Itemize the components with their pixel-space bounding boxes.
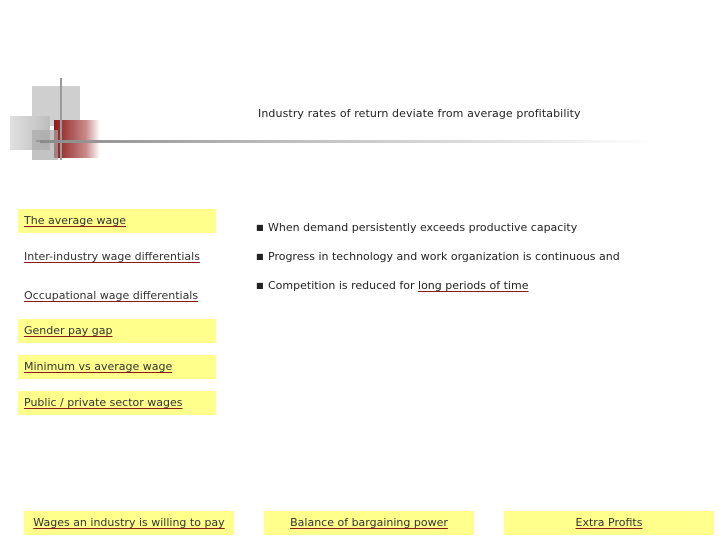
bullet-technology (256, 250, 620, 263)
bullet-marker: ■ (256, 281, 264, 290)
menu-inter-industry-wage-differentials[interactable]: Inter-industry wage differentials (24, 250, 200, 263)
corner-decoration (10, 78, 110, 163)
slide-title: Industry rates of return deviate from average profitability (258, 107, 581, 120)
menu-gender-pay-gap[interactable]: Gender pay gap (18, 319, 216, 343)
menu-average-wage[interactable]: The average wage (18, 209, 216, 233)
button-label: Extra Profits (575, 516, 643, 529)
extra-profits-button[interactable] (504, 511, 714, 535)
menu-minimum-vs-average-wage[interactable]: Minimum vs average wage (18, 355, 216, 379)
decor-vertical-line (60, 78, 62, 160)
wages-willing-to-pay-button[interactable] (24, 511, 234, 535)
menu-public-private-sector-wages[interactable]: Public / private sector wages (18, 391, 216, 415)
button-label: Wages an industry is willing to pay (33, 516, 225, 529)
decor-dark-square (32, 130, 58, 160)
bullet-demand (256, 221, 577, 234)
bullet-competition (256, 279, 528, 292)
title-divider (40, 140, 650, 143)
button-label: Balance of bargaining power (290, 516, 448, 529)
long-periods-link[interactable]: long periods of time (418, 279, 529, 292)
bullet-text: When demand persistently exceeds productive capacity (268, 221, 578, 234)
menu-occupational-wage-differentials[interactable]: Occupational wage differentials (24, 289, 199, 302)
bullet-text: Competition is reduced for (268, 279, 419, 292)
bullet-text: Progress in technology and work organization is continuous and (268, 250, 620, 263)
bullet-marker: ■ (256, 223, 264, 232)
bullet-marker: ■ (256, 252, 264, 261)
balance-bargaining-power-button[interactable] (264, 511, 474, 535)
